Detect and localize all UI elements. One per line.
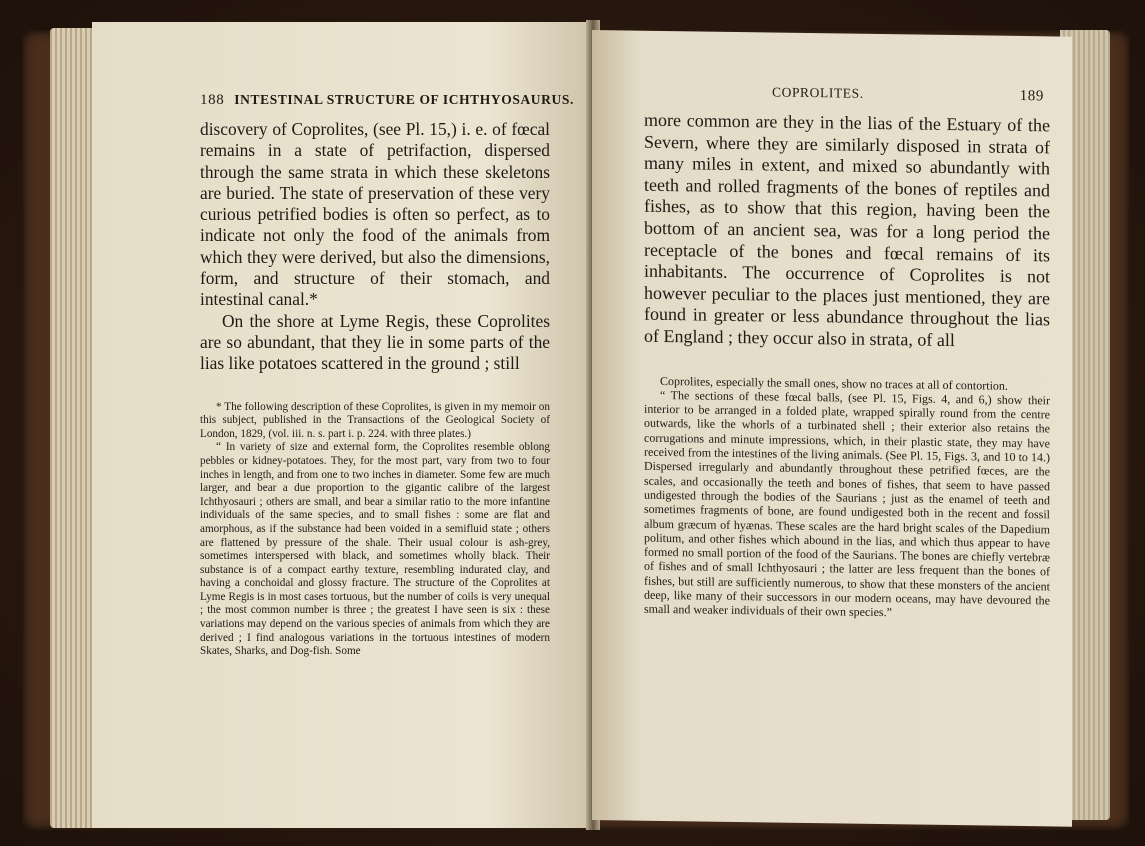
left-footnote	[200, 401, 550, 659]
left-running-title: INTESTINAL STRUCTURE OF ICHTHYOSAURUS.	[234, 92, 574, 107]
right-running-head	[644, 83, 1050, 106]
right-page-number: 189	[1019, 87, 1044, 105]
left-running-head	[200, 92, 574, 109]
right-footnote-1: Coprolites, especially the small ones, show no traces at all of contortion.	[660, 373, 1008, 393]
right-footnote	[644, 373, 1050, 622]
right-page	[592, 30, 1072, 827]
left-footnote-2: “ In variety of size and external form, the Coprolites resemble oblong pebbles or kidney-potatoes. They, for the most part, vary from two to four inches in length, and from one to two inches in diameter. Some few are much larger, and bear a due proportion to the gigantic calibre of the largest Ichthyosauri ; others are small, and bear a similar ratio to the more infantine individuals of the same species, and to small fishes : some are flat and amorphous, as if the substance had been voided in a semifluid state ; others are flattened by pressure of the shale. Their usual colour is ash-grey, sometimes interspersed with black, and sometimes wholly black. Their substance is of a compact earthy texture, resembling indurated clay, and having a conchoidal and glossy fracture. The structure of the Coprolites at Lyme Regis is in most cases tortuous, but the number of coils is very unequal ; the most common number is three ; the greatest I have seen is six : these variations may depend on the various species of animals from which they are derived ; I find analogous variations in the tortuous intestines of modern Skates, Sharks, and Dog-fish. Some	[200, 441, 550, 658]
left-page-number: 188	[200, 92, 225, 108]
right-running-title: COPROLITES.	[772, 84, 864, 101]
right-footnote-2: “ The sections of these fœcal balls, (see Pl. 15, Figs. 4, and 6,) show their interior to be arranged in a folded plate, wrapped spirally round from the centre outwards, like the whorls of a turbinated shell ; their exterior also retains the corrugations and minute impressions, which, in their plastic state, they may have received from the intestines of the living animals. (See Pl. 15, Figs. 3, and 10 to 14.) Dispersed irregularly and abundantly throughout these petrified fœces, are the scales, and occasionally the teeth and bones of fishes, that seem to have passed undigested through the bodies of the Saurians ; just as the enamel of teeth and sometimes fragments of bone, are found undigested both in the recent and fossil album græcum of hyænas. These scales are the hard bright scales of the Dapedium politum, and other fishes which abound in the lias, and which thus appear to have formed no small portion of the food of the Saurians. The bones are chiefly vertebræ of fishes and of small Ichthyosauri ; the latter are less frequent than the bones of fishes, but still are sufficiently numerous, to show that these monsters of the ancient deep, like many of their successors in our modern oceans, may have devoured the small and weaker individuals of their own species.”	[644, 387, 1050, 620]
left-paragraph-1: discovery of Coprolites, (see Pl. 15,) i. e. of fœcal remains in a state of petrifaction, dispersed through the same strata in which these skeletons are buried. The state of preservation of these very curious petrified bodies is often so perfect, as to indicate not only the food of the animals from which they were derived, but also the dimensions, form, and structure of their stomach, and intestinal canal.*	[200, 119, 550, 310]
right-body	[644, 110, 1050, 353]
left-footnote-1: * The following description of these Coprolites, is given in my memoir on this subject, published in the Transactions of the Geological Society of London, 1829, (vol. iii. n. s. part i. p. 224. with three plates.)	[200, 400, 550, 440]
right-paragraph-1: more common are they in the lias of the Estuary of the Severn, where they are similarly disposed in strata of many miles in extent, and mixed so abundantly with teeth and rolled fragments of the bones of reptiles and fishes, as to show that this region, having been the bottom of an ancient sea, was for a long period the receptacle of the bones and fœcal remains of its inhabitants. The occurrence of Coprolites is not however peculiar to the places just mentioned, they are found in greater or less abundance throughout the lias of England ; they occur also in strata, of all	[644, 109, 1050, 351]
left-paragraph-2: On the shore at Lyme Regis, these Coprolites are so abundant, that they lie in some parts of the lias like potatoes scattered in the ground ; still	[200, 310, 550, 374]
left-page	[92, 22, 590, 828]
left-body	[200, 119, 550, 375]
